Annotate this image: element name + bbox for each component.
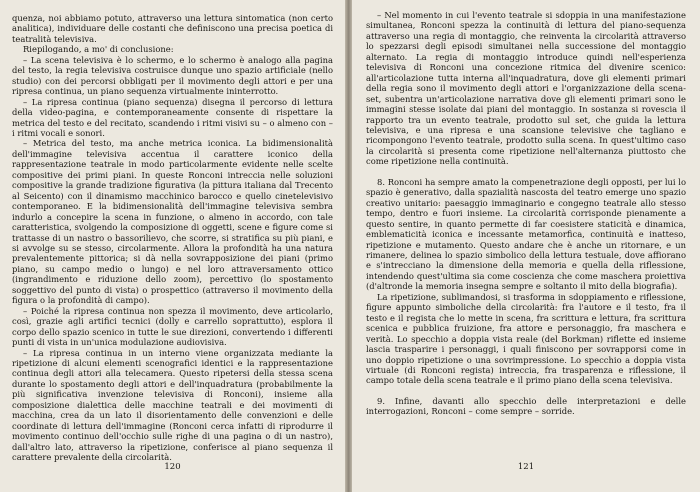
paragraph: – La scena televisiva è lo schermo, e lo schermo è analogo alla pagina del testo, la regia televisiva costruisce dunque uno spazio artificiale (nello studio) con dei percorsi obbligati per il movimento degli attori e per una ripresa continua, un piano sequenza virtualmente ininterrotto. (12, 54, 333, 97)
paragraph: – Nel momento in cui l'evento teatrale si sdoppia in una manifestazione simultanea, Ronconi spezza la continuità di lettura del piano-sequenza attraverso una regia di montaggio, che reinventa la circolarità attraverso lo spezzarsi degli episodi simultanei nella successione del montaggio alternato. La regia di montaggio introduce quindi nell'esperienza televisiva di Ronconi una concezione ritmica del divenire scenico: all'articolazione tutta interna all'inquadratura, dove gli elementi primari della regia sono il movimento degli attori e l'organizzazione della scena-set, subentra un'articolazione narrativa dove gli elementi primari sono le immagini stesse isolate dai piani del montaggio. In sostanza si rovescia il rapporto tra un evento teatrale, prodotto sul set, che guida la lettura televisiva, e una ripresa e una scansione televisive che tagliano e ricompongono l'evento teatrale, prodotto sulla scena. In quest'ultimo caso la circolarità si presenta come ripetizione nell'alternanza piuttosto che come ripetizione nella continuità. (366, 10, 686, 167)
book-gutter (345, 0, 352, 492)
paragraph: La ripetizione, sublimandosi, si trasforma in sdoppiamento e riflessione, figure appunto simboliche della circolarità: fra l'autore e il testo, fra il testo e il regista che lo mette in scena, fra scrittura e lettura, fra scrittura scenica e pubblica fruizione, fra attore e personaggio, fra maschera e verità. Lo specchio a doppia vista reale (del Borkman) riflette ed insieme lascia trasparire i personaggi, i quali finiscono per sovrapporsi come in uno doppio ripetizione o una sovrimpressione. Lo specchio a doppia vista virtuale (di Ronconi regista) intreccia, fra trasparenza e riflessione, il campo totale della scena teatrale e il primo piano della scena televisiva. (366, 291, 686, 386)
paragraph: quenza, noi abbiamo potuto, attraverso una lettura sintomatica (non certo analitica), individuare delle costanti che definiscono una precisa poetica di teatralità televisiva. (12, 13, 333, 44)
paragraph: – Metrica del testo, ma anche metrica iconica. La bidimensionalità dell'immagine televisiva accentua il carattere iconico della rappresentazione teatrale in modo particolarmente evidente nelle scelte compositive dei primi piani. In queste Ronconi intreccia nelle soluzioni compositive la grande tradizione figurativa (la pittura italiana dal Trecento al Seicento) con il dinamismo macchinico barocco e quello cinetelevisivo contemporaneo. E la bidimensionalità dell'immagine televisiva sembra indurlo a concepire la scena in funzione, o almeno in accordo, con tale caratteristica, svolgendo la composizione di oggetti, scene e figure come si trattasse di un nastro o bassorilievo, che scorre, si stratifica su più piani, e si avvolge su se stesso, circolarmente. Allora la profondità ha una natura prevalentemente pittorica; si dà nella sovrapposizione dei piani (primo piano, su campo medio o lungo) e nel loro attraversamento ottico (ingrandimento e riduzione dello zoom), percettivo (lo spostamento soggettivo del punto di vista) o prospettico (attraverso il movimento della figura o la profondità di campo). (12, 138, 333, 306)
right-page (352, 0, 700, 492)
paragraph: – Poiché la ripresa continua non spezza il movimento, deve articolarlo, così, grazie agli artifici tecnici (dolly e carrello soprattutto), esplora il corpo dello spazio scenico in tutte le sue direzioni, convertendo i differenti punti di vista in un'unica modulazione audiovisiva. (12, 305, 333, 348)
page-number-right: 121 (517, 462, 535, 472)
right-page-text (366, 10, 686, 417)
paragraph: – La ripresa continua in un interno viene organizzata mediante la ripetizione di alcuni elementi scenografici identici e la rappresentazione continua degli attori alla telecamera. Questo ripetersi della stessa scena durante lo spostamento degli attori e dell'inquadratura (probabilmente la più significativa invenzione televisiva di Ronconi), insieme alla composizione dialettica delle macchine teatrali e dei movimenti di macchina, crea da un lato il disorientamento delle convenzioni e delle coordinate di lettura dell'immagine (Ronconi cerca infatti di riprodurre il movimento continuo dell'occhio sulle righe di una pagina o di un nastro), dall'altro lato, attraverso la ripetizione, conferisce al piano sequenza il carattere prevalente della circolarità. (12, 347, 333, 463)
left-page (0, 0, 345, 492)
paragraph: – La ripresa continua (piano sequenza) disegna il percorso di lettura della video-pagina, e contemporaneamente consente di rispettare la metrica del testo e del recitato, scandendo i ritmi visivi su – o almeno con – i ritmi vocali e sonori. (12, 96, 333, 138)
paragraph: Riepilogando, a mo' di conclusione: (23, 44, 174, 55)
paragraph: 8. Ronconi ha sempre amato la compenetrazione degli opposti, per lui lo spazio è generativo, dalla spazialità nascosta del teatro emerge uno spazio creativo unitario: paesaggio immaginario e congegno teatrale allo stesso tempo, dentro e fuori insieme. La circolarità corrisponde pienamente a questo sentire, in quanto permette di far coesistere staticità e dinamica, emblematicità iconica e incessante metamorfica, continuità e inatteso, ripetizione e mutamento. Questo andare che è anche un ritornare, e un rimanere, delinea lo spazio simbolico della lettura testuale, dove affiorano e s'intrecciano la dimensione della memoria e quella della riflessione, intendendo quest'ultima sia come coscienza che come maschera proiettiva (d'altronde la memoria insegna sempre e soltanto il mito della biografia). (366, 176, 686, 292)
paragraph: 9. Infine, davanti allo specchio delle interpretazioni e delle interrogazioni, Ronconi – come sempre – sorride. (366, 395, 686, 417)
left-page-text (12, 13, 333, 462)
page-number-left: 120 (164, 462, 181, 472)
